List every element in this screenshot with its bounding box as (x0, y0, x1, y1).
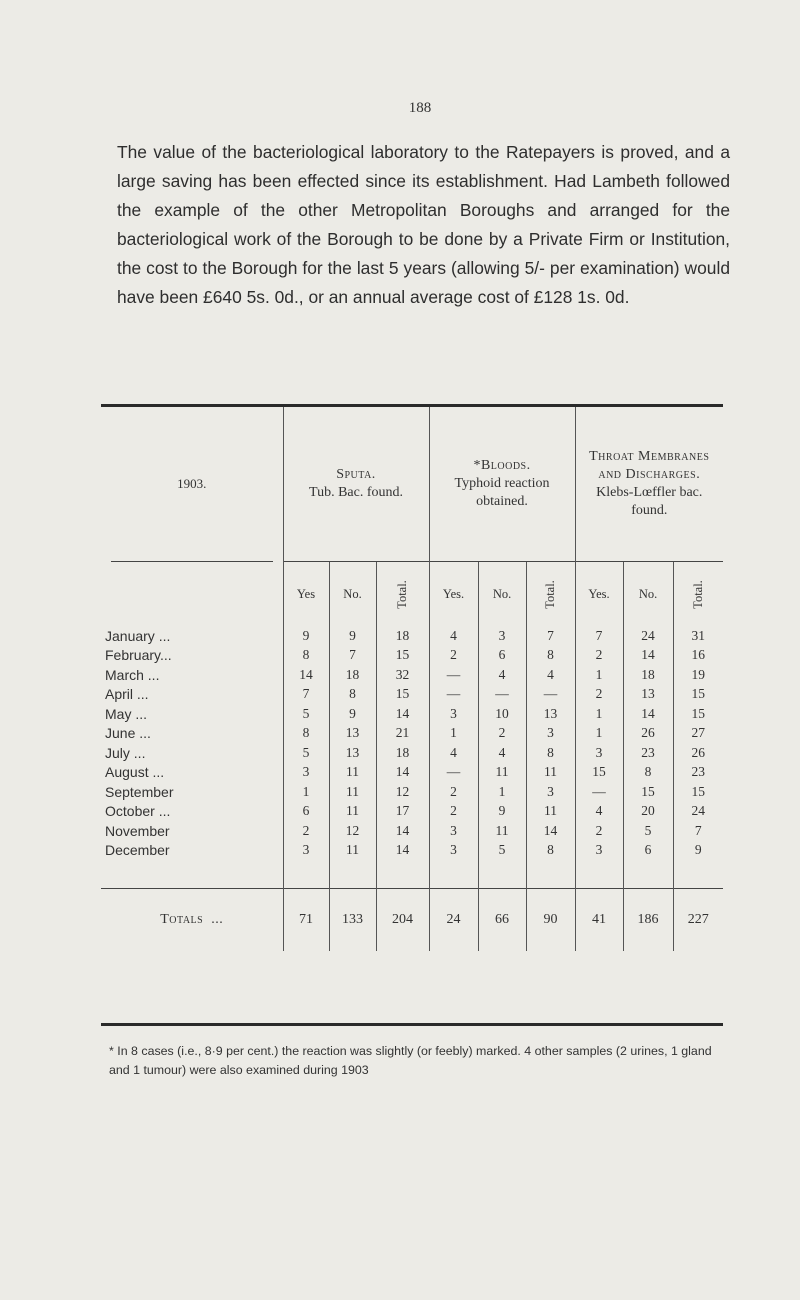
footnote: * In 8 cases (i.e., 8·9 per cent.) the reaction was slightly (or feebly) marked. 4 other samples (2 urines, 1 gland and 1 tumour) were also examined during 1903 (109, 1044, 712, 1077)
cell-value: 6 (478, 646, 526, 666)
total-value: 204 (376, 889, 429, 952)
month-label: August ... (105, 764, 165, 781)
month-label: February... (105, 647, 172, 664)
year-header: 1903. (177, 476, 207, 492)
total-value: 90 (526, 889, 575, 952)
table-row (101, 821, 723, 841)
cell-value: 18 (376, 626, 429, 646)
table-row (101, 782, 723, 802)
cell-value: 1 (575, 724, 623, 744)
cell-value: 3 (283, 763, 329, 783)
cell-value: 15 (673, 782, 723, 802)
throat-title: Throat Membranes and Discharges. (589, 449, 710, 482)
cell-value: 13 (526, 704, 575, 724)
cell-value: 3 (429, 821, 478, 841)
totals-label-cell (101, 889, 283, 952)
cell-value: 7 (673, 821, 723, 841)
cell-value: 15 (575, 763, 623, 783)
bloods-subtitle: Typhoid reaction obtained. (454, 476, 550, 509)
cell-value: 11 (526, 763, 575, 783)
cell-value: 15 (673, 685, 723, 705)
cell-value: 5 (623, 821, 673, 841)
cell-value: 4 (429, 626, 478, 646)
cell-value: 15 (376, 685, 429, 705)
stats-table (101, 407, 723, 951)
cell-value: 17 (376, 802, 429, 822)
sub-header-bloods-no: No. (478, 562, 526, 627)
cell-value: 4 (575, 802, 623, 822)
cell-value: 2 (283, 821, 329, 841)
cell-value: 11 (526, 802, 575, 822)
totals-row (101, 889, 723, 952)
month-label: January ... (105, 627, 171, 644)
cell-value: 3 (575, 841, 623, 861)
cell-value: 18 (623, 665, 673, 685)
cell-value: 13 (329, 724, 376, 744)
cell-value: 8 (283, 724, 329, 744)
month-label: September (105, 783, 174, 800)
cell-value: 26 (623, 724, 673, 744)
cell-value: 4 (429, 743, 478, 763)
cell-value: 18 (376, 743, 429, 763)
sub-header-throat-no: No. (623, 562, 673, 627)
cell-value: 1 (283, 782, 329, 802)
cell-value: 3 (429, 841, 478, 861)
cell-value: 20 (623, 802, 673, 822)
table-row (101, 626, 723, 646)
cell-value: 12 (329, 821, 376, 841)
page-number: 188 (408, 100, 432, 116)
cell-value: 11 (478, 763, 526, 783)
cell-value: 4 (526, 665, 575, 685)
cell-value: 15 (376, 646, 429, 666)
cell-value: 26 (673, 743, 723, 763)
cell-value: 18 (329, 665, 376, 685)
totals-dots: ... (211, 912, 224, 927)
cell-value: 14 (526, 821, 575, 841)
intro-paragraph: The value of the bacteriological laboratory to the Ratepayers is proved, and a large saving has been effected since its establishment. Had Lambeth followed the example of the other Metropolitan Boroughs and arranged for the bacteriological work of the Borough to be done by a Private Firm or Institution, the cost to the Borough for the last 5 years (allowing 5/- per examination) would have been £640 5s. 0d., or an annual average cost of £128 1s. 0d. (117, 142, 730, 307)
sub-header-blank (101, 562, 283, 627)
cell-value: 7 (283, 685, 329, 705)
cell-value: 8 (283, 646, 329, 666)
cell-value: 2 (429, 802, 478, 822)
cell-value: — (429, 665, 478, 685)
cell-value: 1 (575, 665, 623, 685)
cell-value: 14 (376, 763, 429, 783)
cell-value: 6 (623, 841, 673, 861)
cell-value: 31 (673, 626, 723, 646)
cell-value: 13 (329, 743, 376, 763)
bloods-header (429, 407, 575, 562)
cell-value: 6 (283, 802, 329, 822)
cell-value: 3 (478, 626, 526, 646)
cell-value: 14 (623, 704, 673, 724)
table-row (101, 665, 723, 685)
cell-value: 27 (673, 724, 723, 744)
cell-value: 7 (329, 646, 376, 666)
cell-value: 3 (526, 782, 575, 802)
month-rows (101, 626, 723, 860)
cell-value: 14 (376, 841, 429, 861)
sub-header-throat-total (673, 562, 723, 627)
throat-subtitle: Klebs-Lœffler bac. found. (596, 485, 703, 518)
cell-value: 14 (283, 665, 329, 685)
cell-value: — (429, 763, 478, 783)
throat-total-label: Total. (690, 579, 705, 609)
cell-value: 7 (526, 626, 575, 646)
cell-value: 10 (478, 704, 526, 724)
cell-value: 9 (283, 626, 329, 646)
sub-header-bloods-yes: Yes. (429, 562, 478, 627)
table-row (101, 646, 723, 666)
table-row (101, 685, 723, 705)
cell-value: 32 (376, 665, 429, 685)
cell-value: 13 (623, 685, 673, 705)
sputa-title: Sputa. (336, 467, 376, 482)
cell-value: — (478, 685, 526, 705)
cell-value: 9 (329, 626, 376, 646)
cell-value: 11 (329, 782, 376, 802)
cell-value: 12 (376, 782, 429, 802)
month-label: June ... (105, 725, 151, 742)
sputa-total-label: Total. (395, 579, 410, 609)
spacer-row (101, 860, 723, 889)
cell-value: 3 (429, 704, 478, 724)
cell-value: 11 (329, 841, 376, 861)
cell-value: 8 (526, 646, 575, 666)
table-row (101, 763, 723, 783)
cell-value: 23 (673, 763, 723, 783)
table-row (101, 724, 723, 744)
cell-value: 19 (673, 665, 723, 685)
cell-value: 5 (478, 841, 526, 861)
cell-value: 11 (329, 802, 376, 822)
cell-value: 2 (478, 724, 526, 744)
total-value: 71 (283, 889, 329, 952)
sputa-subtitle: Tub. Bac. found. (309, 485, 404, 500)
cell-value: 15 (673, 704, 723, 724)
cell-value: 11 (478, 821, 526, 841)
cell-value: 5 (283, 743, 329, 763)
month-label: November (105, 822, 170, 839)
cell-value: 8 (526, 743, 575, 763)
bloods-title: *Bloods. (473, 458, 531, 473)
cell-value: 1 (478, 782, 526, 802)
total-value: 24 (429, 889, 478, 952)
cell-value: 3 (283, 841, 329, 861)
cell-value: 4 (478, 665, 526, 685)
cell-value: 1 (575, 704, 623, 724)
cell-value: 24 (623, 626, 673, 646)
cell-value: 3 (575, 743, 623, 763)
cell-value: 2 (575, 685, 623, 705)
sub-header-sputa-no: No. (329, 562, 376, 627)
cell-value: 8 (329, 685, 376, 705)
total-value: 133 (329, 889, 376, 952)
cell-value: — (575, 782, 623, 802)
cell-value: 21 (376, 724, 429, 744)
cell-value: 7 (575, 626, 623, 646)
cell-value: 14 (623, 646, 673, 666)
cell-value: 8 (623, 763, 673, 783)
cell-value: 24 (673, 802, 723, 822)
sputa-header (283, 407, 429, 562)
cell-value: 14 (376, 704, 429, 724)
table-row (101, 841, 723, 861)
cell-value: 23 (623, 743, 673, 763)
totals-label: Totals (160, 912, 204, 927)
cell-value: 11 (329, 763, 376, 783)
cell-value: 2 (575, 646, 623, 666)
bacteriological-table (101, 404, 723, 1026)
total-value: 227 (673, 889, 723, 952)
cell-value: 2 (575, 821, 623, 841)
month-label: May ... (105, 705, 148, 722)
throat-header (575, 407, 723, 562)
cell-value: 2 (429, 782, 478, 802)
cell-value: 14 (376, 821, 429, 841)
cell-value: 16 (673, 646, 723, 666)
cell-value: 1 (429, 724, 478, 744)
cell-value: 2 (429, 646, 478, 666)
total-value: 186 (623, 889, 673, 952)
cell-value: — (526, 685, 575, 705)
month-label: December (105, 842, 170, 859)
cell-value: 3 (526, 724, 575, 744)
month-label: April ... (105, 686, 149, 703)
cell-value: 9 (329, 704, 376, 724)
table-row (101, 802, 723, 822)
bloods-total-label: Total. (543, 579, 558, 609)
total-value: 66 (478, 889, 526, 952)
month-label: July ... (105, 744, 146, 761)
table-row (101, 743, 723, 763)
cell-value: 9 (478, 802, 526, 822)
cell-value: 15 (623, 782, 673, 802)
table-row (101, 704, 723, 724)
cell-value: 8 (526, 841, 575, 861)
month-label: March ... (105, 666, 160, 683)
sub-header-sputa-total (376, 562, 429, 627)
sub-header-throat-yes: Yes. (575, 562, 623, 627)
cell-value: — (429, 685, 478, 705)
sub-header-sputa-yes: Yes (283, 562, 329, 627)
cell-value: 9 (673, 841, 723, 861)
total-value: 41 (575, 889, 623, 952)
sub-header-bloods-total (526, 562, 575, 627)
month-label: October ... (105, 803, 171, 820)
cell-value: 4 (478, 743, 526, 763)
cell-value: 5 (283, 704, 329, 724)
